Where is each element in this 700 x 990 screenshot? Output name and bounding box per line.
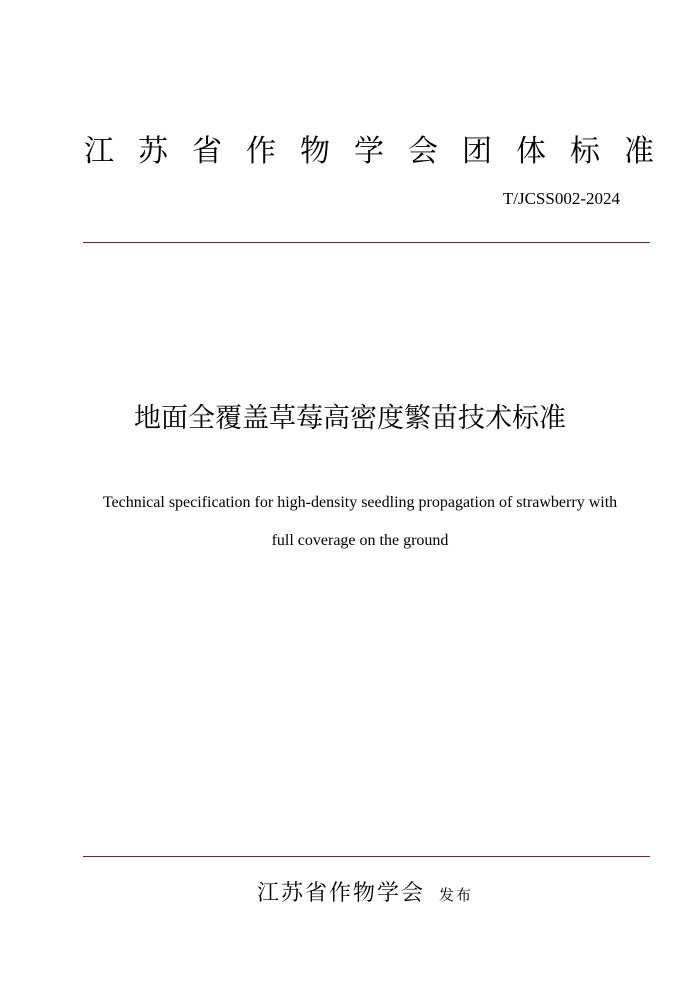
standard-number: T/JCSS002-2024 xyxy=(502,189,620,208)
header-char-10: 标 xyxy=(570,134,600,169)
english-title-line-2: full coverage on the ground xyxy=(271,532,449,549)
publisher-name: 江苏省作物学会 xyxy=(256,881,425,906)
header-char-6: 学 xyxy=(354,134,384,169)
english-title-line-1: Technical specification for high-density seedling propagation of strawberry with xyxy=(102,494,618,511)
header-char-1: 江 xyxy=(84,134,114,169)
header-char-11: 准 xyxy=(624,134,654,169)
header-char-5: 物 xyxy=(300,134,330,169)
org-standard-header xyxy=(84,126,654,170)
header-char-7: 会 xyxy=(408,134,438,169)
header-char-2: 苏 xyxy=(138,134,168,169)
publisher-line xyxy=(0,876,700,907)
header-char-4: 作 xyxy=(246,134,276,169)
chinese-title: 地面全覆盖草莓高密度繁苗技术标准 xyxy=(134,403,566,434)
top-divider xyxy=(83,242,650,243)
publisher-verb: 发布 xyxy=(439,886,474,904)
header-char-3: 省 xyxy=(192,134,222,169)
header-char-8: 团 xyxy=(462,134,492,169)
bottom-divider xyxy=(83,856,650,857)
header-char-9: 体 xyxy=(516,134,546,169)
